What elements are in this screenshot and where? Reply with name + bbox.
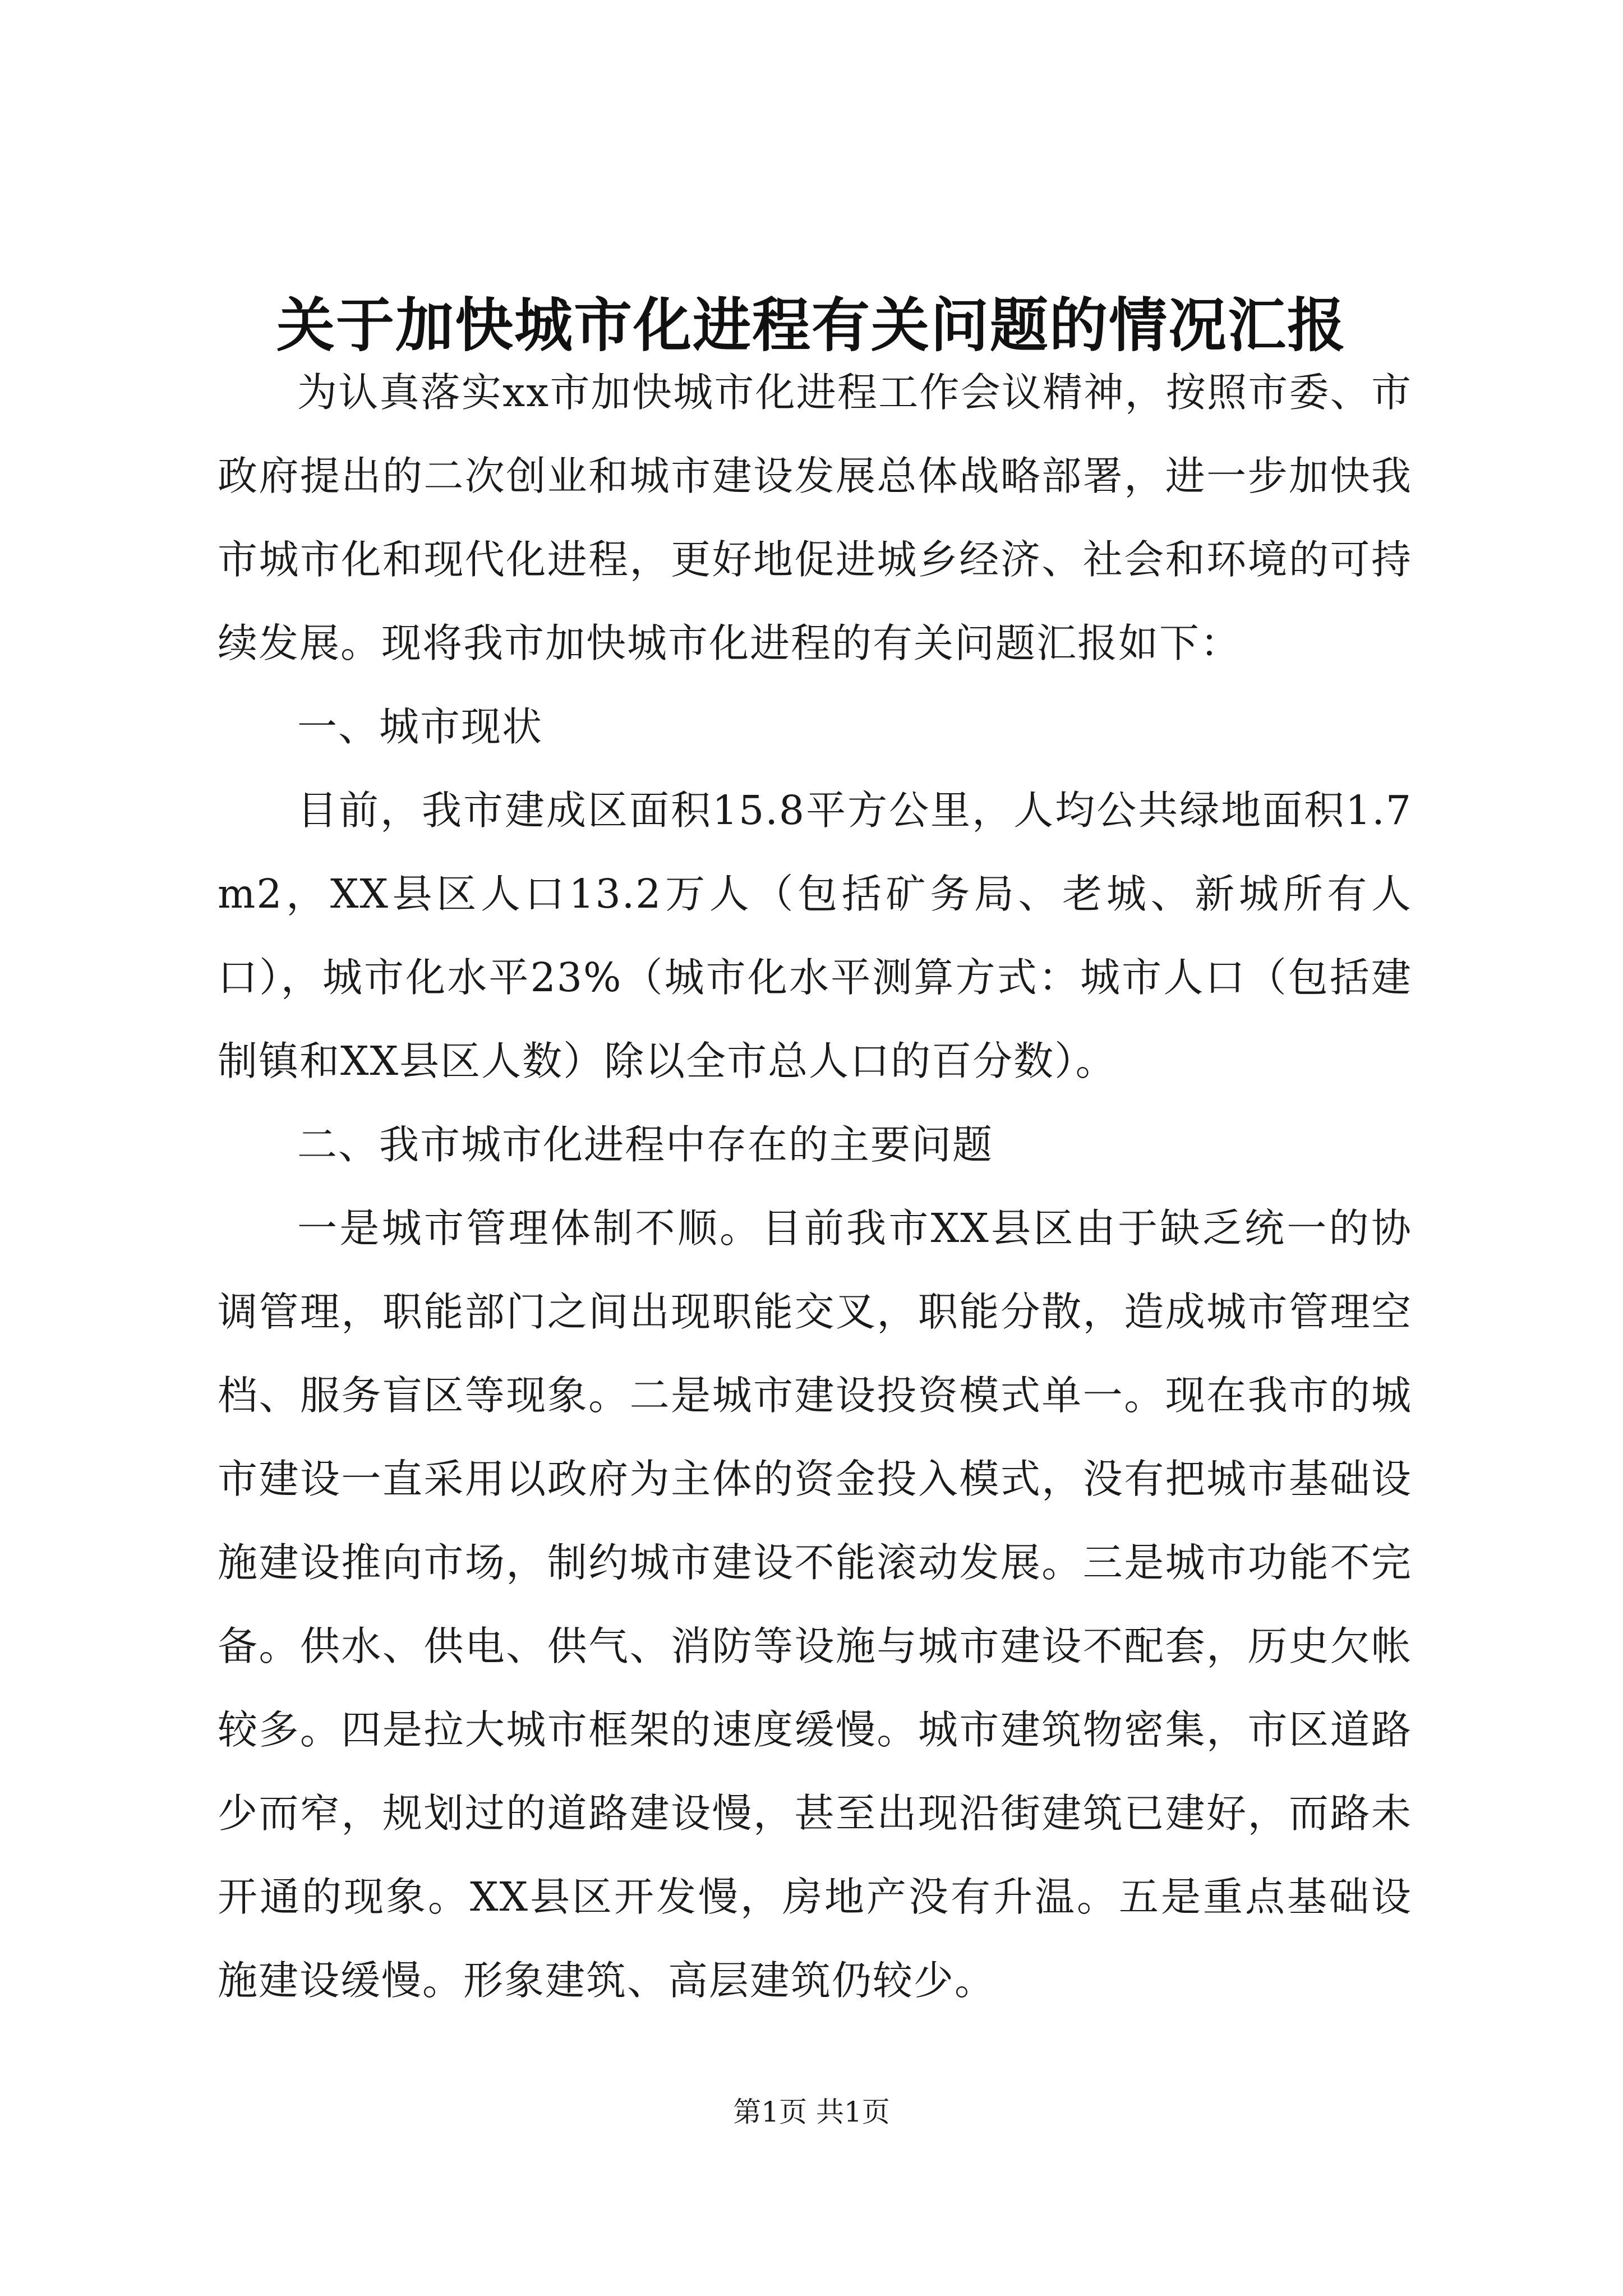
document-body [218,351,1412,2022]
city-status-paragraph: 目前，我市建成区面积15.8平方公里，人均公共绿地面积1.7m2，XX县区人口13.2万人（包括矿务局、老城、新城所有人口），城市化水平23%（城市化水平测算方式：城市人口（包括建制镇和XX县区人数）除以全市总人口的百分数）。 [218,787,1412,1084]
section-heading-city-status: 一、城市现状 [297,703,543,750]
page-number-footer: 第1页 共1页 [733,2096,890,2128]
document-title: 关于加快城市化进程有关问题的情况汇报 [276,291,1347,360]
intro-paragraph: 为认真落实xx市加快城市化进程工作会议精神，按照市委、市政府提出的二次创业和城市建设发展总体战略部署，进一步加快我市城市化和现代化进程，更好地促进城乡经济、社会和环境的可持续发展。现将我市加快城市化进程的有关问题汇报如下： [218,369,1412,666]
section-heading-main-problems: 二、我市城市化进程中存在的主要问题 [297,1121,994,1168]
main-problems-paragraph: 一是城市管理体制不顺。目前我市XX县区由于缺乏统一的协调管理，职能部门之间出现职能交叉，职能分散，造成城市管理空档、服务盲区等现象。二是城市建设投资模式单一。现在我市的城市建设一直采用以政府为主体的资金投入模式，没有把城市基础设施建设推向市场，制约城市建设不能滚动发展。三是城市功能不完备。供水、供电、供气、消防等设施与城市建设不配套，历史欠帐较多。四是拉大城市框架的速度缓慢。城市建筑物密集，市区道路少而窄，规划过的道路建设慢，甚至出现沿街建筑已建好，而路未开通的现象。XX县区开发慢，房地产没有升温。五是重点基础设施建设缓慢。形象建筑、高层建筑仍较少。 [218,1205,1412,2004]
